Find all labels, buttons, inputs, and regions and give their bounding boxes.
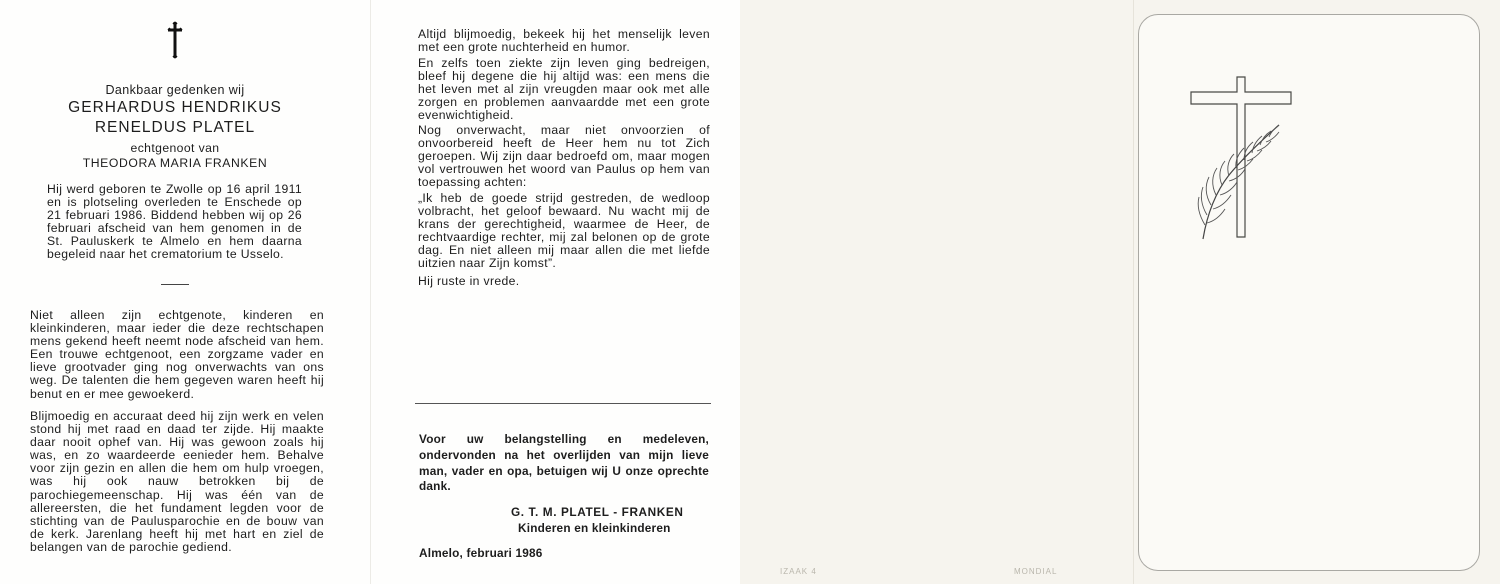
signature-name: G. T. M. PLATEL - FRANKEN (511, 505, 684, 519)
place-date: Almelo, februari 1986 (419, 546, 543, 560)
paragraph-1: Niet alleen zijn echtgenote, kinderen en kleinkinderen, maar ieder die deze rechtschapen mens gekend heeft neemt node afscheid van hem. Een trouwe echtgenoot, een zorgzame vader en lieve grootvader ging nog onverwachts van ons weg. De talenten die hem gegeven waren heeft hij benut en er mee gewoekerd. (30, 308, 324, 401)
closing-line: Hij ruste in vrede. (418, 274, 520, 288)
fold-line (1133, 0, 1134, 584)
spouse-name: THEODORA MARIA FRANKEN (82, 156, 268, 170)
scripture-quote: „Ik heb de goede strijd gestreden, de wedloop volbracht, het geloof bewaard. Nu wacht mij de krans der gerechtigheid, waarmee de Heer, de rechtvaardige rechter, mij zal belonen op de grote dag. En niet alleen mij maar allen die met liefde uitzien naar Zijn komst”. (418, 191, 710, 271)
footer-code: IZAAK 4 (780, 567, 817, 576)
footer-brand: MONDIAL (1014, 567, 1058, 576)
thanks-paragraph: Voor uw belangstelling en medeleven, ondervonden na het overlijden van mijn lieve man, vader en opa, betuigen wij U onze oprechte dank. (419, 432, 709, 494)
cross-with-palm-icon (1189, 75, 1301, 255)
spouse-label: echtgenoot van (130, 141, 220, 155)
card-cover-panel (740, 0, 1500, 584)
deceased-name-line1: GERHARDUS HENDRIKUS (68, 99, 282, 116)
cross-icon (165, 20, 185, 60)
middle-panel (370, 0, 741, 584)
left-panel (0, 0, 370, 584)
card-frame (1138, 14, 1480, 571)
paragraph-3: Altijd blijmoedig, bekeek hij het menselijk leven met een grote nuchterheid en humor. (418, 27, 710, 55)
divider (161, 284, 189, 285)
deceased-name-line2: RENELDUS PLATEL (94, 119, 256, 136)
intro-text: Dankbaar gedenken wij (105, 83, 245, 97)
bio-paragraph: Hij werd geboren te Zwolle op 16 april 1911 en is plotseling overleden te Enschede op 21 februari 1986. Biddend hebben wij op 26 februari afscheid van hem genomen in de St. Pauluskerk te Almelo en hem daarna begeleid naar het crematorium te Usselo. (47, 182, 302, 262)
paragraph-2: Blijmoedig en accuraat deed hij zijn werk en velen stond hij met raad en daad ter zijde. Hij maakte daar nooit ophef van. Hij was gewoon zoals hij was, en zo waardeerde eenieder hem. Behalve voor zijn gezin en allen die hem om hulp vroegen, was hij ook nauw betrokken bij de parochiegemeenschap. Hij was één van de allereersten, die het fundament legden voor de stichting van de Paulusparochie en de bouw van de kerk. Jarenlang heeft hij met hart en ziel de belangen van de parochie gediend. (30, 409, 324, 554)
paragraph-4: En zelfs toen ziekte zijn leven ging bedreigen, bleef hij degene die hij altijd was: een mens die het leven met al zijn vreugden maar ook met alle zorgen en problemen aanvaardde met een grote evenwichtigheid. (418, 56, 710, 123)
thanks-divider (415, 403, 711, 404)
signature-family: Kinderen en kleinkinderen (518, 521, 671, 535)
paragraph-5: Nog onverwacht, maar niet onvoorzien of onvoorbereid heeft de Heer hem nu tot Zich geroepen. Wij zijn daar bedroefd om, maar mogen vol vertrouwen het woord van Paulus op hem van toepassing achten: (418, 123, 710, 190)
